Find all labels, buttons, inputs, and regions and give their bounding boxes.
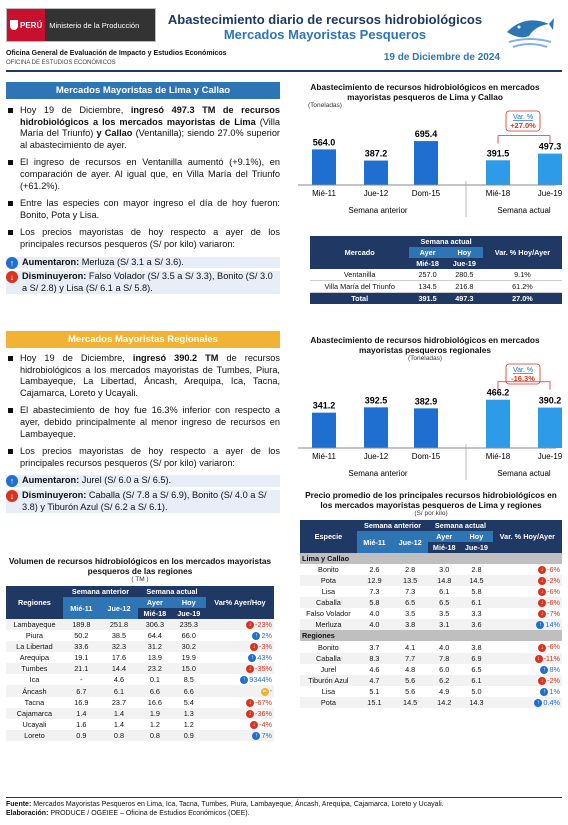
arrow-down-icon: ↓: [250, 643, 258, 651]
table-cell: ↓ -6%: [493, 597, 562, 608]
table-cell: ↓ -6%: [493, 641, 562, 652]
table-cell: Falso Volador: [306, 609, 351, 619]
table-cell: 4.8: [405, 664, 416, 674]
table-cell: Merluza: [315, 620, 342, 630]
source-line: Fuente: Mercados Mayoristas Pesqueros en Lima, Ica, Tacna, Tumbes, Piura, Lambayeque, Áncash, Arequipa, Cajamarca, Loreto y Ucayali.: [6, 801, 444, 808]
arrow-down-icon: ↓: [250, 721, 258, 729]
table-cell: 32.3: [111, 642, 127, 652]
lima-decreased: ↓ Disminuyeron: Falso Volador (S/ 3.5 a S/ 3.3), Bonito (S/ 3.0 a S/ 2.8) y Lisa (S/ 6.1 a S/ 5.8).: [6, 271, 280, 294]
table-cell: 4.6: [113, 675, 125, 685]
arrow-up-icon: ↑: [252, 632, 260, 640]
table-cell: 3.6: [471, 620, 482, 630]
table-row: [300, 608, 562, 619]
arrow-down-icon: ↓: [538, 677, 546, 685]
table-row: [6, 663, 274, 674]
table-cell: 23.2: [147, 664, 162, 674]
table-cell: 1.4: [113, 719, 125, 729]
bar-value-label: 390.2: [538, 395, 562, 406]
reg-decreased: ↓ Disminuyeron: Caballa (S/ 7.8 a S/ 6.9), Bonito (S/ 4.0 a S/ 3.8) y Tiburón Azul (S/ 6.2 a S/ 6.1).: [6, 490, 280, 513]
table-cell: 6.5: [471, 664, 482, 674]
arrow-down-icon: ↓: [246, 665, 254, 673]
arrow-down-icon: ↓: [6, 490, 18, 502]
table-cell: ↑ 0.4%: [493, 697, 562, 708]
arrow-up-icon: ↑: [6, 257, 18, 269]
table-cell: 14.5: [403, 697, 418, 707]
table-cell: 6.6: [149, 686, 160, 696]
table-row: [300, 641, 562, 652]
table-cell: 497.3: [455, 294, 474, 303]
table-cell: ↓ -2%: [493, 675, 562, 686]
table-cell: 306.3: [145, 620, 165, 630]
table-cell: 19.9: [181, 653, 196, 663]
table-cell: 1.2: [183, 719, 194, 729]
table-cell: 14.5: [469, 576, 484, 586]
page-subtitle: Mercados Mayoristas Pesqueros: [223, 27, 427, 42]
table-cell: 14.8: [437, 576, 452, 586]
group-label-curr: Semana actual: [497, 206, 551, 215]
lima-market-table: Mercado Semana actual Var. % Hoy/Ayer Ayer Hoy Mié-18 Jue-19 Ventanilla 257.0 280.5 9.1% Villa María del Triunfo 134.5 216.8 61.2% Total 391.5 497.3 27.0%: [310, 236, 562, 304]
table-cell: Bonito: [318, 565, 339, 575]
table-row: [300, 653, 562, 664]
table-cell: 14.2: [437, 697, 452, 707]
office-name: OFICINA DE ESTUDIOS ECONÓMICOS: [6, 60, 116, 66]
table-cell: Tiburón Azul: [308, 675, 349, 685]
table-cell: 5.0: [471, 686, 482, 696]
lima-bullet-3: Entre las especies con mayor ingreso el día de hoy fueron: Bonito, Pota y Lisa.: [6, 198, 280, 221]
table-cell: 3.0: [439, 565, 450, 575]
t2-unit: ( TM ): [131, 576, 149, 583]
table-cell: Cajamarca: [16, 708, 53, 718]
table-cell: 5.8: [471, 587, 482, 597]
table-cell: ↑ 1%: [493, 686, 562, 697]
chart1-svg: [288, 109, 562, 219]
table-cell: 5.4: [183, 697, 194, 707]
x-tick-label: Dom-15: [411, 189, 441, 198]
table-cell: 1.2: [149, 719, 160, 729]
table-cell: ↓ -23%: [206, 619, 274, 630]
table-cell: 38.5: [111, 631, 127, 641]
bar-value-label: 382.9: [414, 396, 438, 407]
table-cell: 0.9: [183, 730, 194, 740]
table-cell: ↓ -35%: [206, 663, 274, 674]
table-row: [300, 619, 562, 630]
equal-icon: =: [261, 688, 269, 696]
table-cell: 7.3: [405, 587, 416, 597]
table-cell: Pota: [320, 576, 336, 586]
table-cell: 4.0: [439, 642, 450, 652]
table-cell: Piura: [25, 631, 43, 641]
table-cell: 13.9: [147, 653, 162, 663]
table-cell: 1.4: [113, 708, 125, 718]
table-cell: ↓ -6%: [493, 586, 562, 597]
table-cell: 280.5: [455, 270, 474, 279]
bar-value-label: 497.3: [538, 141, 562, 152]
table-row: [6, 674, 274, 685]
table-cell: 391.5: [418, 294, 437, 303]
bar-value-label: 392.5: [364, 395, 388, 406]
arrow-down-icon: ↓: [535, 655, 543, 663]
chart2-unit: (Toneladas): [408, 355, 442, 362]
table-cell: ↓ -7%: [493, 608, 562, 619]
table-row: [300, 664, 562, 675]
table-row: [6, 708, 274, 719]
table-cell: ↑ 43%: [206, 652, 274, 663]
table-cell: 33.6: [74, 642, 89, 652]
table-cell: 134.5: [418, 282, 437, 291]
bar-Jue-12: [364, 407, 388, 448]
table-cell: 14.3: [469, 697, 484, 707]
lima-bullet-1: Hoy 19 de Diciembre, ingresó 497.3 TM de recursos hidrobiológicos a los mercados mayoristas de Lima (Villa María del Triunfo) y Callao (Ventanilla); siendo 27.0% superior al abastecimiento de ayer.: [6, 105, 280, 151]
table-cell: Lisa: [321, 686, 336, 696]
table-cell: ↑ 2%: [206, 630, 274, 641]
fish-icon: [505, 10, 555, 50]
table-cell: 21.1: [74, 664, 89, 674]
table-cell: 66.0: [181, 631, 196, 641]
bar-Jue-12: [364, 161, 388, 185]
lima-market-block: [310, 236, 562, 304]
table-cell: 31.2: [147, 642, 162, 652]
table-cell: 251.8: [109, 620, 129, 630]
table-cell: 3.1: [439, 620, 450, 630]
table-cell: 16.6: [147, 697, 162, 707]
table-cell: 17.6: [111, 653, 127, 663]
table-cell: 4.6: [369, 664, 380, 674]
table-cell: Bonito: [318, 642, 339, 652]
bar-Mié-18: [486, 160, 510, 185]
arrow-down-icon: ↓: [538, 644, 546, 652]
table-cell: 4.1: [405, 642, 416, 652]
price-table: Especie Semana anterior Semana actual Var. % Hoy/Ayer Mié-11 Jue-12 Ayer Hoy Mié-18 Jue-19 Lima y Callao Bonito 2.6 2.8 3.0 2.8 ↓ -6% Pota 12.9 13.5 14.8 14.5 ↓ -2% Lisa 7.3 7.3 6.1 5.8 ↓ -6% Caballa 5.8 6.5 6.5 6.1 ↓ -6% Falso Volador 4.0 3.5 3.5 3.3 ↓ -7% Merluza 4.0 3.8 3.1 3.6 ↑ 14% Regiones Bonito 3.7 4.1 4.0 3.8 ↓ -6% Caballa 8.3 7.7 7.8 6.9 ↓ -11% Jurel 4.6 4.8 6.0 6.5 ↑ 8% Tiburón Azul 4.7 5.6 6.2 6.1 ↓ -2% Lisa 5.1 5.6 4.9 5.0 ↑ 1% Pota 15.1 14.5 14.2 14.3 ↑ 0.4%: [302, 521, 560, 707]
reg-bullet-1: Hoy 19 de Diciembre, ingresó 390.2 TM de recursos hidrobiológicos a los mercados mayoristas de Tumbes, Piura, Lambayeque, La Libertad, Áncash, Arequipa, Ica, Tacna, Cajamarca, Loreto y Ucayali.: [6, 353, 280, 399]
group-regions: [300, 630, 562, 641]
produce-logo: [6, 8, 156, 42]
x-tick-label: Mié-11: [312, 452, 336, 461]
table-cell: 19.1: [74, 653, 89, 663]
x-tick-label: Jue-19: [537, 189, 562, 198]
org-name: Oficina General de Evaluación de Impacto y Estudios Económicos: [6, 50, 227, 57]
table-cell: 1.4: [76, 708, 87, 718]
arrow-down-icon: ↓: [246, 699, 254, 707]
table-cell: 7.8: [439, 653, 450, 663]
table-cell: ↓ -11%: [493, 653, 562, 664]
arrow-down-icon: ↓: [538, 599, 546, 607]
group-label: Lima y Callao: [300, 553, 562, 564]
x-tick-label: Mié-18: [485, 452, 511, 461]
regional-heading: Mercados Mayoristas Regionales: [6, 331, 280, 348]
chart2-block: [288, 335, 562, 484]
table-cell: Caballa: [316, 598, 341, 608]
table-cell: Loreto: [24, 730, 45, 740]
regional-volume-block: [6, 556, 274, 741]
table-cell: 30.2: [181, 642, 196, 652]
lima-bullet-2: El ingreso de recursos en Ventanilla aumentó (+9.1%), en comparación de ayer. Al igual que, en Villa María del Triunfo (+61.2%).: [6, 157, 280, 192]
table-cell: 3.3: [471, 609, 482, 619]
table-cell: ↓ -2%: [493, 575, 562, 586]
table-cell: 8.5: [183, 675, 194, 685]
table-cell: 0.9: [76, 730, 87, 740]
table-row: [6, 697, 274, 708]
arrow-down-icon: ↓: [538, 610, 546, 618]
x-tick-label: Mié-11: [312, 189, 336, 198]
lima-increased: ↑ Aumentaron: Merluza (S/ 3.1 a S/ 3.6).: [6, 257, 280, 269]
table-row: [300, 686, 562, 697]
arrow-down-icon: ↓: [246, 710, 254, 718]
table-cell: 3.5: [405, 609, 416, 619]
x-tick-label: Dom-15: [411, 452, 441, 461]
x-tick-label: Mié-18: [485, 189, 511, 198]
table-cell: 27.0%: [512, 294, 533, 303]
table-cell: 4.9: [439, 686, 450, 696]
table-cell: 0.8: [149, 730, 160, 740]
arrow-up-icon: ↑: [540, 666, 548, 674]
table-cell: 6.5: [439, 598, 450, 608]
total-row: [310, 293, 562, 305]
arrow-up-icon: ↑: [248, 654, 256, 662]
table-cell: Tumbes: [21, 664, 48, 674]
bar-Mié-18: [486, 400, 510, 448]
lima-bullet-4: Los precios mayoristas de hoy respecto a ayer de los principales recursos pesqueros (S/ por kilo) variaron:: [6, 227, 280, 250]
table-cell: Lambayeque: [13, 620, 56, 630]
ministry-label: Ministerio de la Producción: [45, 9, 155, 41]
table-row: [6, 630, 274, 641]
arrow-up-icon: ↑: [6, 475, 18, 487]
bar-Jue-19: [538, 154, 562, 185]
table-cell: 6.5: [405, 598, 416, 608]
header-divider: [6, 70, 562, 72]
table-cell: 15.1: [367, 697, 382, 707]
table-cell: Pota: [320, 697, 336, 707]
bar-Dom-15: [414, 408, 438, 448]
table-cell: 9.1%: [514, 270, 531, 279]
table-cell: 6.9: [471, 653, 482, 663]
page-title: Abastecimiento diario de recursos hidrobiológicos: [167, 12, 483, 27]
table-cell: Caballa: [316, 653, 341, 663]
reg-bullet-2: El abastecimiento de hoy fue 16.3% inferior con respecto a ayer, debido principalmente al menor ingreso de recursos en Lambayeque.: [6, 405, 280, 440]
table-cell: 5.6: [405, 675, 416, 685]
table-cell: 14.4: [111, 664, 127, 674]
table-cell: ↑ 9344%: [206, 674, 274, 685]
table-cell: 5.1: [369, 686, 380, 696]
group-label-curr: Semana actual: [497, 469, 551, 478]
table-cell: 1.3: [183, 708, 194, 718]
regional-section: [6, 331, 280, 516]
table-cell: 0.1: [149, 675, 160, 685]
table-cell: 50.2: [74, 631, 89, 641]
table-cell: 235.3: [179, 620, 198, 630]
table-cell: 3.8: [405, 620, 416, 630]
table-cell: 61.2%: [512, 282, 533, 291]
table-cell: 0.8: [113, 730, 125, 740]
chart2-svg: [288, 362, 562, 482]
x-tick-label: Jue-19: [537, 452, 562, 461]
table-cell: 7.3: [369, 587, 380, 597]
table-cell: ↓ -67%: [206, 697, 274, 708]
bar-Dom-15: [414, 141, 438, 185]
bar-Mié-11: [312, 149, 336, 185]
variation-value: -16.3%: [511, 374, 535, 383]
lima-heading: Mercados Mayoristas de Lima y Callao: [6, 82, 280, 99]
table-cell: 6.7: [76, 686, 87, 696]
bar-value-label: 466.2: [486, 387, 510, 398]
chart1-unit: (Toneladas): [308, 102, 342, 109]
table-cell: 1.9: [149, 708, 160, 718]
group-label: Regiones: [300, 630, 562, 641]
table-cell: 13.5: [403, 576, 418, 586]
group-label-prev: Semana anterior: [348, 469, 408, 478]
table-row: [6, 730, 274, 741]
table-cell: Total: [351, 294, 369, 303]
table-cell: Arequipa: [19, 653, 50, 663]
arrow-up-icon: ↑: [536, 621, 544, 629]
x-tick-label: Jue-12: [363, 189, 389, 198]
arrow-down-icon: ↓: [6, 271, 18, 283]
table-cell: 2.8: [471, 565, 482, 575]
table-row: [6, 719, 274, 730]
bar-value-label: 564.0: [312, 137, 336, 148]
arrow-up-icon: ↑: [534, 699, 542, 707]
table-cell: ↑ 8%: [493, 664, 562, 675]
table-cell: ↓ -3%: [206, 641, 274, 652]
table-cell: Ucayali: [22, 719, 47, 729]
table-cell: 216.8: [455, 282, 474, 291]
arrow-down-icon: ↓: [538, 577, 546, 585]
group-lima: [300, 553, 562, 564]
table-cell: 6.1: [439, 587, 450, 597]
table-cell: = -: [206, 685, 274, 696]
table-cell: Áncash: [22, 686, 47, 696]
table-row: [6, 685, 274, 696]
table-cell: 23.7: [111, 697, 127, 707]
reg-increased: ↑ Aumentaron: Jurel (S/ 6.0 a S/ 6.5).: [6, 475, 280, 487]
table-cell: 1.6: [76, 719, 87, 729]
peru-label: PERÚ: [20, 20, 43, 30]
shield-icon: [10, 20, 18, 30]
arrow-up-icon: ↑: [240, 676, 248, 684]
table-cell: Lisa: [321, 587, 336, 597]
reg-bullet-3: Los precios mayoristas de hoy respecto a ayer de los principales recursos pesqueros (S/ por kilo) variaron:: [6, 446, 280, 469]
arrow-up-icon: ↑: [540, 688, 548, 696]
table-cell: 4.0: [369, 609, 380, 619]
table-cell: 6.6: [183, 686, 194, 696]
table-cell: 2.8: [405, 565, 416, 575]
report-date: 19 de Diciembre de 2024: [383, 52, 500, 63]
table-cell: 5.8: [369, 598, 380, 608]
table-cell: 3.8: [471, 642, 482, 652]
t3-title: Precio promedio de los principales recursos hidrobiológicos en los mercados mayoristas pesqueros de Lima y regiones: [305, 490, 557, 510]
table-row: [300, 564, 562, 575]
table-cell: 16.9: [74, 697, 89, 707]
table-cell: 6.1: [471, 598, 482, 608]
table-row: [6, 641, 274, 652]
table-cell: 6.1: [113, 686, 125, 696]
arrow-down-icon: ↓: [246, 621, 254, 629]
table-cell: 6.0: [439, 664, 450, 674]
chart2-title: Abastecimiento de recursos hidrobiológicos en mercados mayoristas pesqueros regionales: [310, 335, 540, 355]
table-cell: ↓ -36%: [206, 708, 274, 719]
table-cell: 64.4: [147, 631, 162, 641]
table-cell: 6.2: [439, 675, 450, 685]
table-cell: -: [80, 675, 83, 685]
table-row: [6, 652, 274, 663]
arrow-down-icon: ↓: [538, 566, 546, 574]
lima-section: [6, 82, 280, 297]
bar-value-label: 387.2: [364, 148, 388, 159]
table-row: [300, 697, 562, 708]
regional-volume-table: Regiones Semana anterior Semana actual Var% Ayer/Hoy Mié-11 Jue-12 Ayer Hoy Mié-18 Jue-19 Lambayeque 189.8 251.8 306.3 235.3 ↓ -23% Piura 50.2 38.5 64.4 66.0 ↑ 2% La Libertad 33.6 32.3 31.2 30.2 ↓ -3% Arequipa 19.1 17.6 13.9 19.9 ↑ 43% Tumbes 21.1 14.4 23.2 15.0 ↓ -35% Ica - 4.6 0.1 8.5 ↑ 9344% Áncash 6.7 6.1 6.6 6.6 = - Tacna 16.9 23.7 16.6 5.4 ↓ -67% Cajamarca 1.4 1.4 1.9 1.3 ↓ -36% Ucayali 1.6 1.4 1.2 1.2 ↓ -4% Loreto 0.9 0.8 0.8 0.9 ↑ 7%: [6, 586, 274, 741]
arrow-up-icon: ↑: [252, 732, 260, 740]
bar-value-label: 695.4: [414, 129, 438, 140]
table-cell: Ventanilla: [343, 270, 376, 279]
table-row: [300, 586, 562, 597]
variation-label: Var. %: [512, 114, 534, 121]
table-cell: 8.3: [369, 653, 380, 663]
table-cell: Villa María del Triunfo: [324, 282, 395, 291]
table-cell: La Libertad: [16, 642, 53, 652]
table-row: [300, 575, 562, 586]
table-cell: 15.0: [181, 664, 196, 674]
table-cell: 2.6: [369, 565, 380, 575]
table-cell: Ica: [29, 675, 40, 685]
bar-Jue-19: [538, 408, 562, 448]
bar-value-label: 341.2: [312, 400, 336, 411]
table-cell: 189.8: [72, 620, 91, 630]
table-row: [6, 619, 274, 630]
chart1-block: [288, 82, 562, 221]
table-cell: 3.7: [369, 642, 380, 652]
table-cell: Tacna: [24, 697, 45, 707]
table-cell: 5.6: [405, 686, 416, 696]
variation-value: +27.0%: [510, 121, 536, 130]
footer: [6, 797, 562, 818]
variation-label: Var. %: [512, 367, 534, 374]
table-cell: 4.7: [369, 675, 380, 685]
group-label-prev: Semana anterior: [348, 206, 408, 215]
table-cell: 12.9: [367, 576, 382, 586]
table-cell: 257.0: [418, 270, 437, 279]
bar-Mié-11: [312, 413, 336, 448]
table-cell: ↓ -4%: [206, 719, 274, 730]
table-cell: ↓ -6%: [493, 564, 562, 575]
table-cell: ↑ 14%: [493, 619, 562, 630]
table-row: [310, 269, 562, 281]
table-cell: ↑ 7%: [206, 730, 274, 741]
table-cell: 4.0: [369, 620, 380, 630]
x-tick-label: Jue-12: [363, 452, 389, 461]
table-row: [300, 597, 562, 608]
chart1-title: Abastecimiento de recursos hidrobiológicos en mercados mayoristas pesqueros de Lima y Callao: [310, 82, 540, 102]
table-cell: 3.5: [439, 609, 450, 619]
elaboration-line: Elaboración: PRODUCE / OGEIEE – Oficina de Estudios Económicos (OEE).: [6, 810, 250, 817]
table-row: [300, 675, 562, 686]
table-cell: 7.7: [405, 653, 416, 663]
t2-title: Volumen de recursos hidrobiológicos en los mercados mayoristas pesqueros de las regiones: [8, 556, 272, 576]
table-cell: 6.1: [471, 675, 482, 685]
t3-unit: (S/ por kilo): [414, 510, 448, 517]
price-block: [300, 490, 562, 708]
arrow-down-icon: ↓: [538, 588, 546, 596]
bar-value-label: 391.5: [486, 148, 510, 159]
table-cell: Jurel: [320, 664, 337, 674]
table-row: [310, 281, 562, 293]
